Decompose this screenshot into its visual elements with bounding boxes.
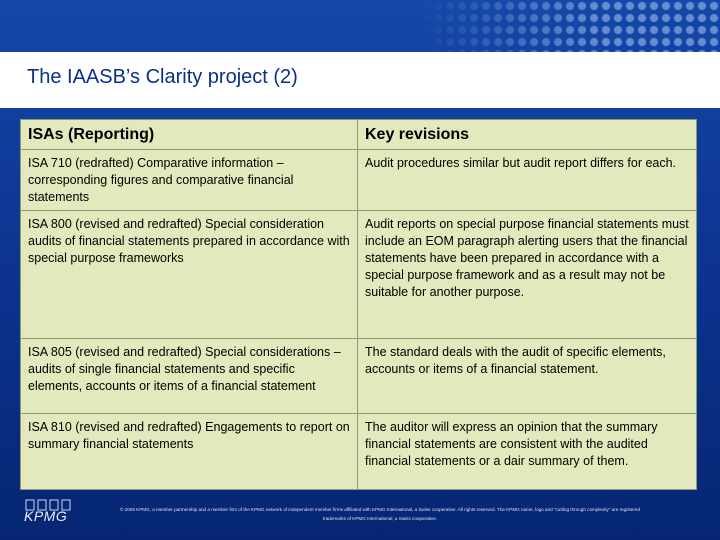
isa-table — [20, 119, 697, 490]
kpmg-logo — [24, 499, 78, 529]
isa-cell: ISA 710 (redrafted) Comparative information – corresponding figures and comparative financial statements — [21, 150, 358, 211]
table-row — [21, 339, 697, 414]
table-row — [21, 414, 697, 490]
slide-title: The IAASB’s Clarity project (2) — [27, 66, 298, 88]
footer-line-2: trademarks of KPMG International, a Swiss cooperative. — [322, 516, 438, 521]
logo-text: KPMG — [24, 508, 68, 524]
isa-cell: ISA 800 (revised and redrafted) Special consideration audits of financial statements prepared in accordance with special purpose frameworks — [21, 211, 358, 339]
isa-cell: ISA 805 (revised and redrafted) Special considerations – audits of single financial statements and specific elements, accounts or items of a financial statement — [21, 339, 358, 414]
table-row — [21, 150, 697, 211]
revision-cell: The auditor will express an opinion that the summary financial statements are consistent with the audited financial statements or a dair summary of them. — [358, 414, 697, 490]
header-key-revisions: Key revisions — [358, 120, 697, 150]
table-header-row — [21, 120, 697, 150]
table-row — [21, 211, 697, 339]
header-isas-reporting: ISAs (Reporting) — [21, 120, 358, 150]
revision-cell: Audit reports on special purpose financial statements must include an EOM paragraph alerting users that the financial statements have been prepared in accordance with a special purpose framework and as a result may not be suitable for another purpose. — [358, 211, 697, 339]
revision-cell: The standard deals with the audit of specific elements, accounts or items of a financial statement. — [358, 339, 697, 414]
copyright-footer — [120, 505, 640, 523]
isa-cell: ISA 810 (revised and redrafted) Engagements to report on summary financial statements — [21, 414, 358, 490]
footer-line-1: © 2009 KPMG, a member partnership and a member firm of the KPMG network of independent member firms affiliated with KPMG International, a Swiss cooperative. All rights reserved. The KPMG name, logo and “cutting through complexity” are registered — [120, 507, 640, 512]
revision-cell: Audit procedures similar but audit report differs for each. — [358, 150, 697, 211]
